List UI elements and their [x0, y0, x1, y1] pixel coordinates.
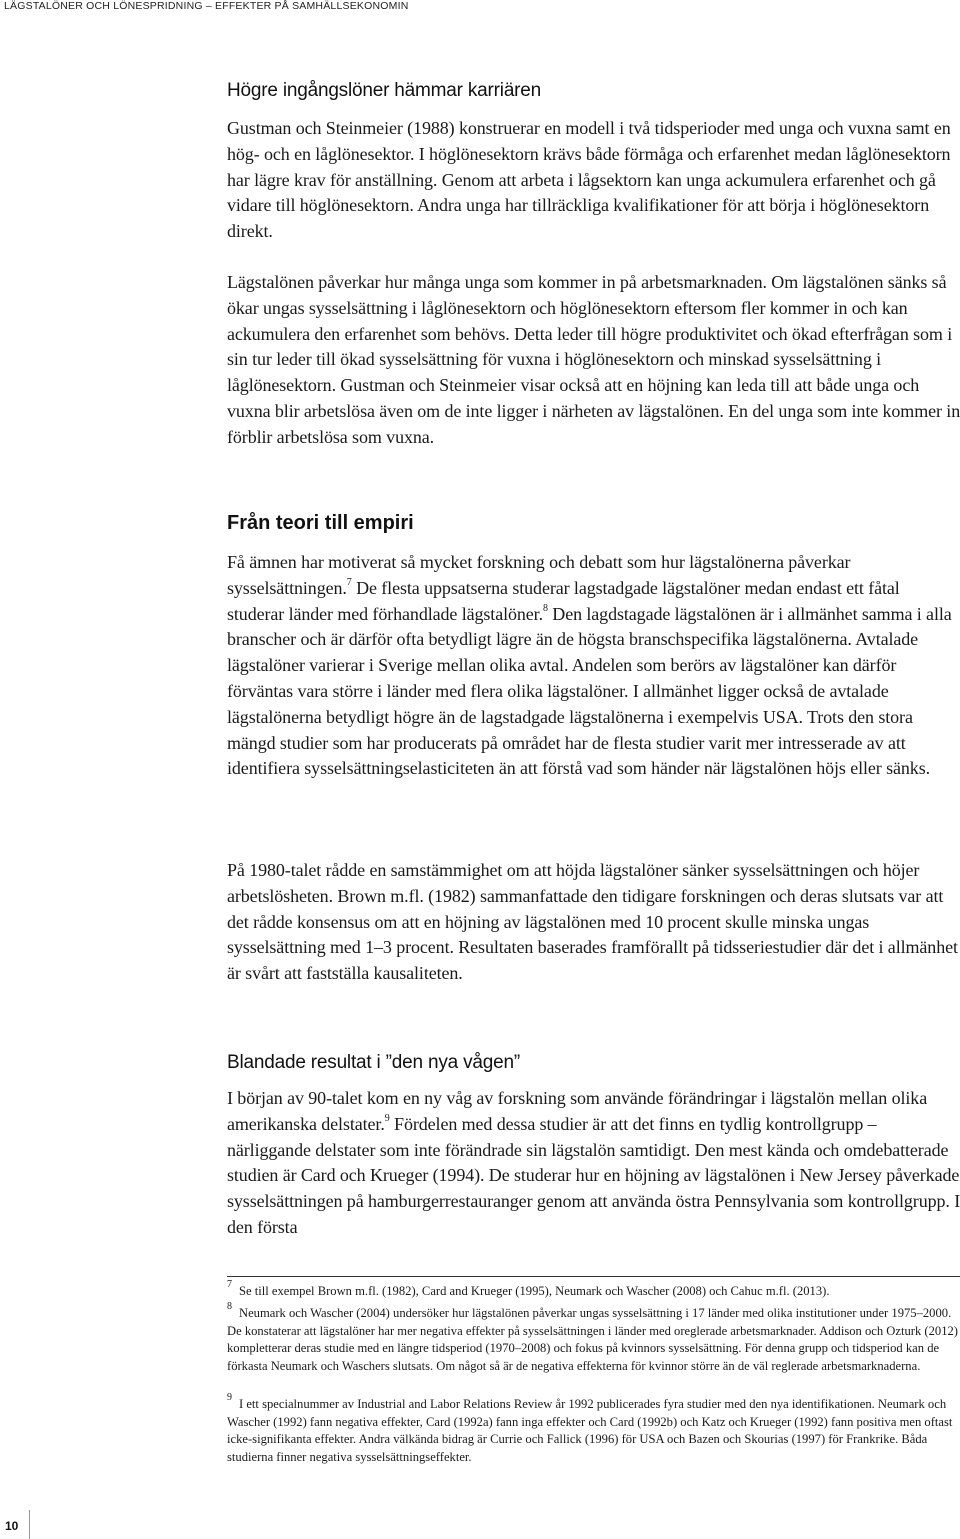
footnote-number: 8: [227, 1301, 232, 1312]
footnote-8: [227, 1301, 960, 1375]
footnote-ref-8[interactable]: 8: [542, 602, 548, 614]
page-number: 10: [0, 1510, 33, 1539]
paragraph-text: I början av 90-talet kom en ny våg av forskning som använde förändringar i lägstalön mellan olika amerikanska delstater.: [227, 1088, 928, 1134]
section-heading-theory-to-empirics: Från teori till empiri: [227, 512, 414, 534]
paragraph-text: De flesta uppsatserna studerar lagstadgade lägstalöner medan endast ett fåtal studerar länder med förhandlade lägstalöner.: [227, 577, 900, 624]
paragraph: På 1980-talet rådde en samstämmighet om att höjda lägstalöner sänker sysselsättningen och höjer arbetslösheten. Brown m.fl. (1982) sammanfattade den tidigare forskningen och deras slutsats var att det rådde konsensus om att en höjning av lägstalönen med 10 procent skulle minska ungas sysselsättning med 1–3 procent. Resultaten baserades framförallt på tidsseriestudier där det i allmänhet är svårt att fastställa kausaliteten.: [227, 860, 958, 984]
paragraph: [227, 1086, 960, 1241]
footnote-number: 9: [227, 1392, 232, 1403]
footnote-number: 7: [227, 1279, 232, 1290]
running-header: LÄGSTALÖNER OCH LÖNESPRIDNING – EFFEKTER PÅ SAMHÄLLSEKONOMIN: [4, 0, 409, 12]
paragraph-text: Få ämnen har motiverat så mycket forskning och debatt som hur lägstalönerna påverkar sysselsättningen.: [227, 552, 851, 598]
paragraph: Gustman och Steinmeier (1988) konstruerar en modell i två tidsperioder med unga och vuxna samt en hög- och en låglönesektor. I höglönesektorn krävs både förmåga och erfarenhet medan låglönesektorn har lägre krav för anställning. Genom att arbeta i lågsektorn kan unga ackumulera erfarenhet och gå vidare till höglönesektorn. Andra unga har tillräckliga kvalifikationer för att börja i höglönesektorn direkt.: [227, 118, 951, 242]
footnote-text: I ett specialnummer av Industrial and Labor Relations Review år 1992 publicerades fyra studier med den nya identifikationen. Neumark och Wascher (1992) fann negativa effekter, Card (1992a) fann inga effekter och Card (1992b) och Katz och Krueger (1992) fann positiva men oftast icke-signifikanta effekter. Andra välkända bidrag är Currie och Fallick (1996) för USA och Bazen och Skourias (1997) för Frankrike. Båda studierna finner negativa sysselsättningseffekter.: [227, 1397, 953, 1464]
footnote-ref-9[interactable]: 9: [384, 1112, 390, 1124]
section-heading-mixed-results: Blandade resultat i ”den nya vågen”: [227, 1052, 520, 1073]
paragraph: Lägstalönen påverkar hur många unga som kommer in på arbetsmarknaden. Om lägstalönen sänks så ökar ungas sysselsättning i låglönesektorn och höglönesektorn eftersom fler kommer in och kan ackumulera den erfarenhet som behövs. Detta leder till högre produktivitet och ökad efterfrågan som i sin tur leder till ökad sysselsättning för vuxna i höglönesektorn och minskad sysselsättning i låglönesektorn. Gustman och Steinmeier visar också att en höjning kan leda till att både unga och vuxna blir arbetslösa även om de inte ligger i närheten av lägstalönen. En del unga som inte kommer in förblir arbetslösa som vuxna.: [227, 272, 960, 447]
footnote-divider: [227, 1276, 960, 1277]
section-heading-higher-entry-wages: Högre ingångslöner hämmar karriären: [227, 80, 542, 101]
footnote-9: [227, 1392, 960, 1466]
paragraph: [227, 550, 960, 782]
footnote-text: Neumark och Wascher (2004) undersöker hur lägstalönen påverkar ungas sysselsättning i 17 länder med olika institutioner under 1975–2000. De konstaterar att lägstalöner har mer negativa effekter på sysselsättningen i länder med oreglerade arbetsmarknader. Addison och Ozturk (2012) kompletterar deras studie med en längre tidsperiod (1970–2008) och fokus på kvinnors sysselsättning. För denna grupp och tidsperiod kan de förkasta Neumark och Waschers slutsats. Om något så är de negativa effekterna för kvinnor större än de väl reglerade arbetsmarknaderna.: [227, 1306, 958, 1373]
footnote-text: Se till exempel Brown m.fl. (1982), Card and Krueger (1995), Neumark och Wascher (2008) och Cahuc m.fl. (2013).: [239, 1284, 830, 1298]
paragraph-text: Den lagdstagade lägstalönen är i allmänhet samma i alla branscher och är därför ofta betydligt lägre än de högsta branschspecifika lägstalönerna. Avtalade lägstalöner varierar i Sverige mellan olika avtal. Andelen som berörs av lägstalöner kan därför förväntas vara större i länder med flera olika lägstalöner. I allmänhet ligger också de avtalade lägstalönerna betydligt högre än de lagstadgade lägstalönerna i exempelvis USA. Trots den stora mängd studier som har producerats på området har de flesta studier varit mer intresserade av att identifiera sysselsättningselasticiteten än att förstå vad som händer när lägstalönen höjs eller sänks.: [227, 603, 952, 779]
footnote-7: [227, 1279, 960, 1301]
footnote-ref-7[interactable]: 7: [346, 576, 352, 588]
paragraph-text: Fördelen med dessa studier är att det finns en tydlig kontrollgrupp – närliggande delstater som inte förändrade sin lägstalön samtidigt. Den mest kända och omdebatterade studien är Card och Krueger (1994). De studerar hur en höjning av lägstalönen i New Jersey påverkade sysselsättningen på hamburgerrestauranger genom att använda östra Pennsylvania som kontrollgrupp. I den första: [227, 1113, 960, 1237]
